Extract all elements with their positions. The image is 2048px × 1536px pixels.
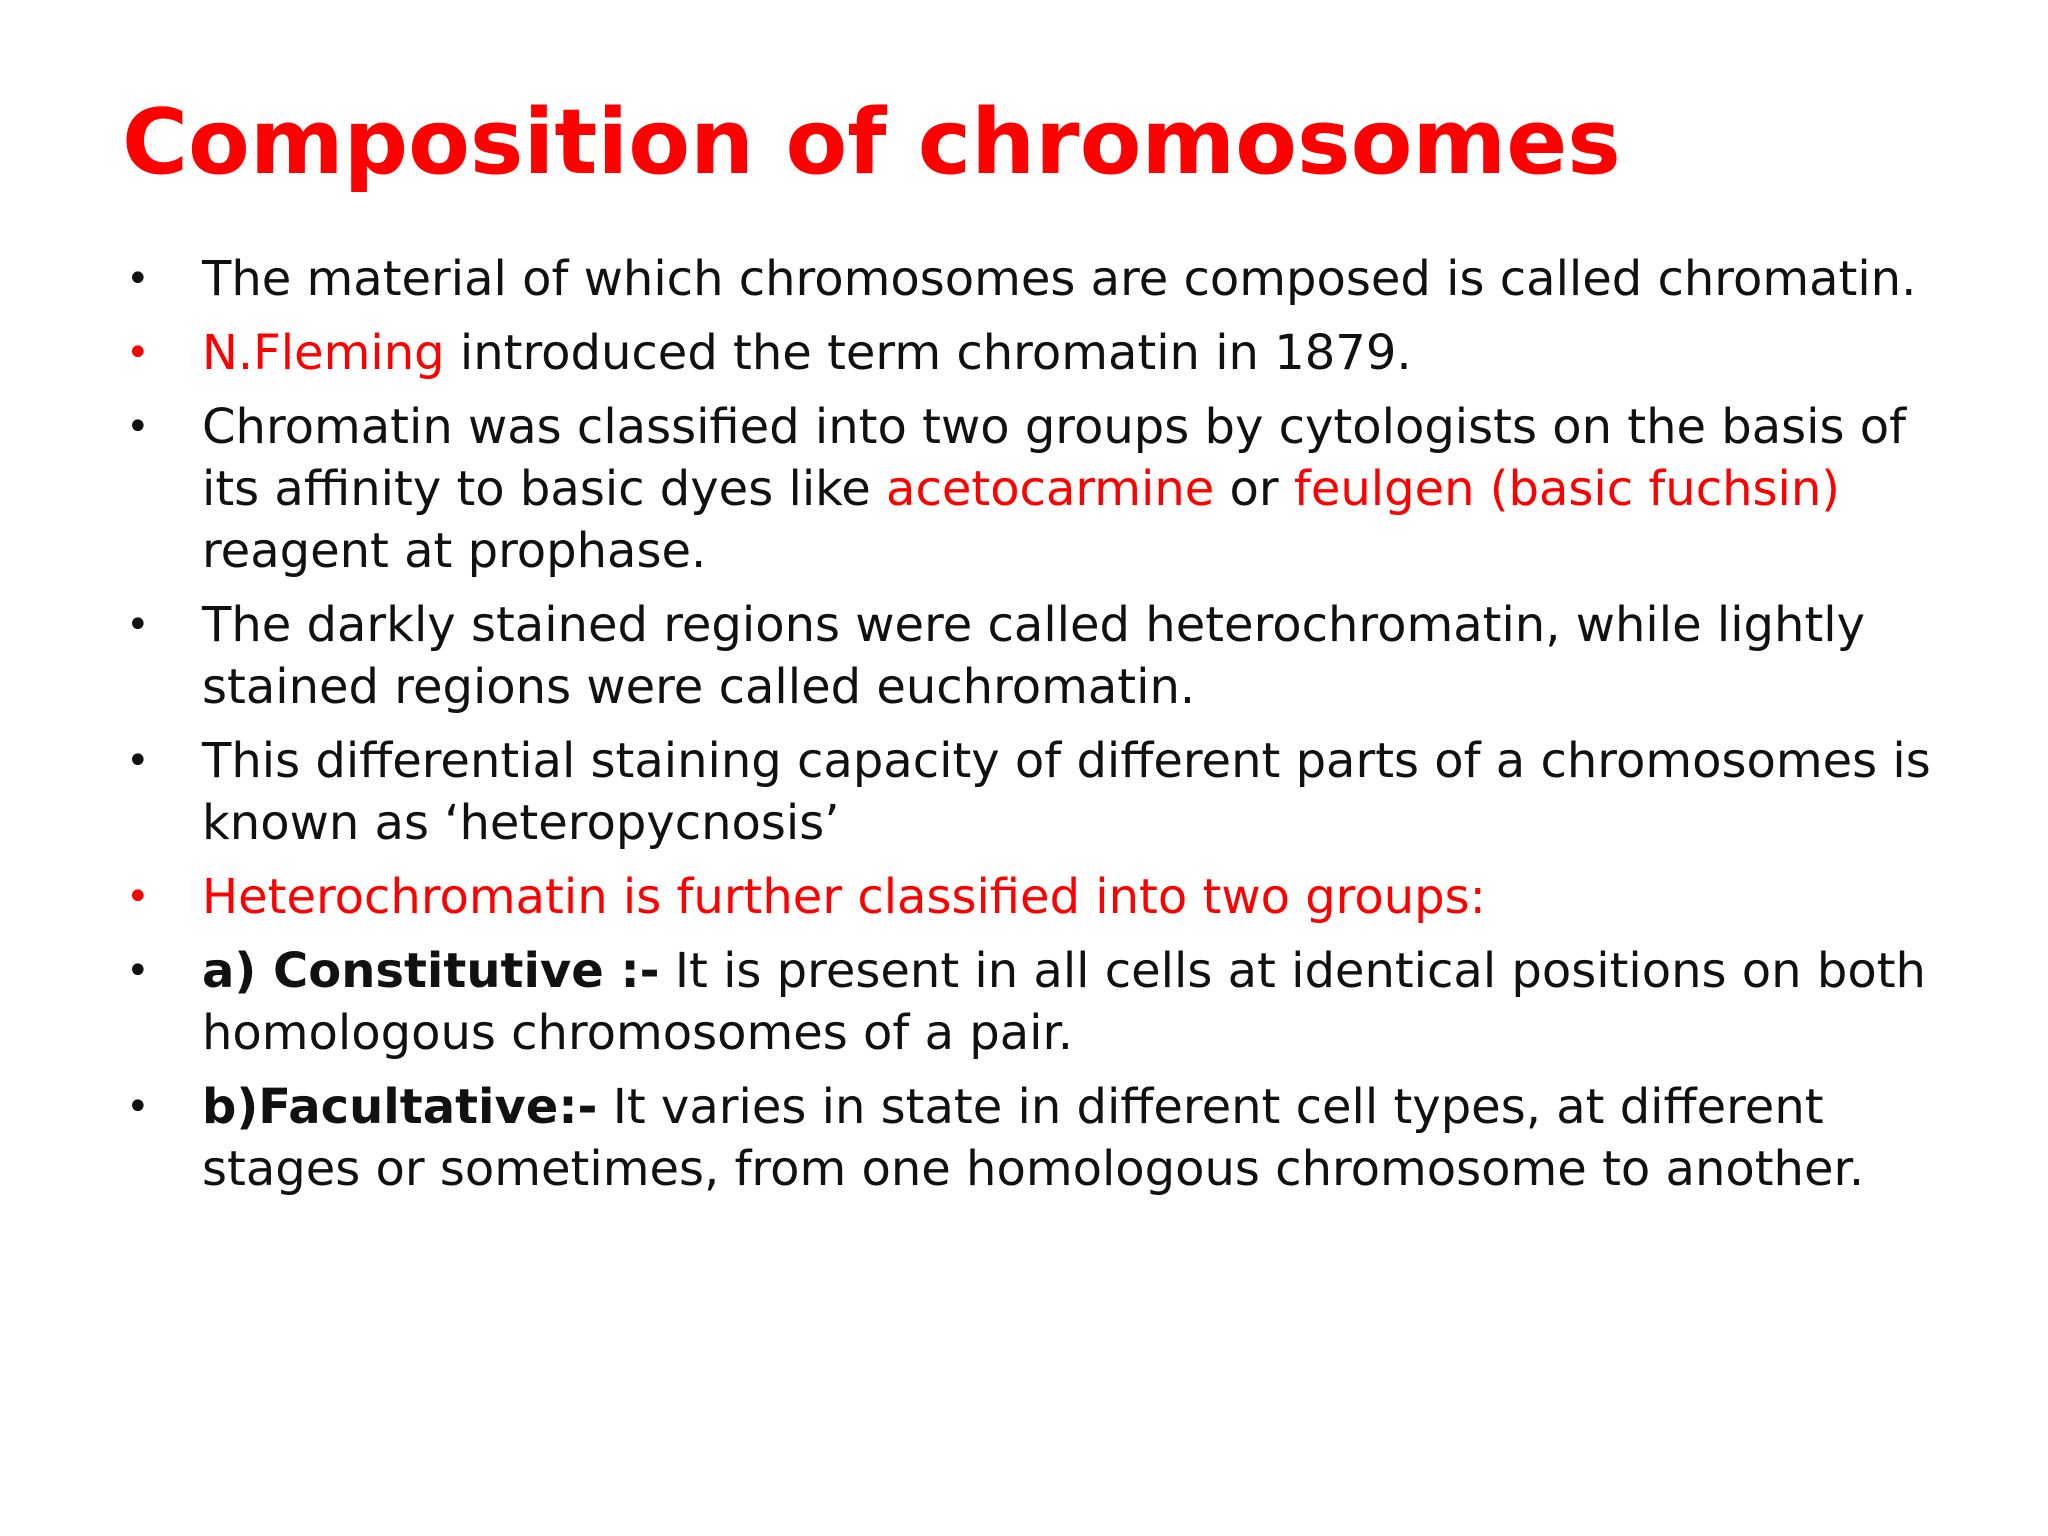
bullet-item-fleming	[122, 322, 1952, 384]
bullet-text: It is present in all cells at identical positions on both homologous chromosomes of a pair.	[202, 943, 1926, 1061]
bullet-dot-icon: •	[126, 948, 150, 994]
slide-title: Composition of chromosomes	[122, 90, 1621, 195]
bullet-item-heteropycnosis	[122, 730, 1952, 854]
bullet-item-stained-regions	[122, 594, 1952, 718]
bullet-text: It varies in state in different cell types, at different stages or sometimes, from one homologous chromosome to another.	[202, 1079, 1865, 1197]
bullet-item-chromatin-definition	[122, 248, 1952, 310]
bullet-item-facultative	[122, 1076, 1952, 1200]
highlight-term: feulgen (basic fuchsin)	[1293, 461, 1841, 517]
bullet-dot-icon: •	[126, 602, 150, 648]
bullet-text: Chromatin was classified into two groups by cytologists on the basis of its affinity to basic dyes like	[202, 399, 1907, 517]
bullet-text: Heterochromatin is further classified into two groups:	[202, 869, 1486, 925]
bullet-label: b)Facultative:-	[202, 1079, 598, 1135]
highlight-term: acetocarmine	[886, 461, 1215, 517]
bullet-dot-icon: •	[126, 1084, 150, 1130]
bullet-text: The darkly stained regions were called heterochromatin, while lightly stained regions were called euchromatin.	[202, 597, 1866, 715]
bullet-text: The material of which chromosomes are composed is called chromatin.	[202, 251, 1917, 307]
bullet-dot-icon: •	[126, 874, 150, 920]
bullet-text: introduced the term chromatin in 1879.	[444, 325, 1412, 381]
bullet-item-heterochromatin-groups	[122, 866, 1952, 928]
bullet-dot-icon: •	[126, 256, 150, 302]
bullet-text: or	[1214, 461, 1294, 517]
bullet-item-classification	[122, 396, 1952, 582]
bullet-dot-icon: •	[126, 404, 150, 450]
bullet-text: reagent at prophase.	[202, 523, 707, 579]
bullet-list	[122, 248, 1952, 1212]
bullet-dot-icon: •	[126, 330, 150, 376]
bullet-text: This differential staining capacity of different parts of a chromosomes is known as ‘heteropycnosis’	[202, 733, 1931, 851]
highlight-term: N.Fleming	[202, 325, 445, 381]
bullet-dot-icon: •	[126, 738, 150, 784]
bullet-item-constitutive	[122, 940, 1952, 1064]
bullet-label: a) Constitutive :-	[202, 943, 660, 999]
